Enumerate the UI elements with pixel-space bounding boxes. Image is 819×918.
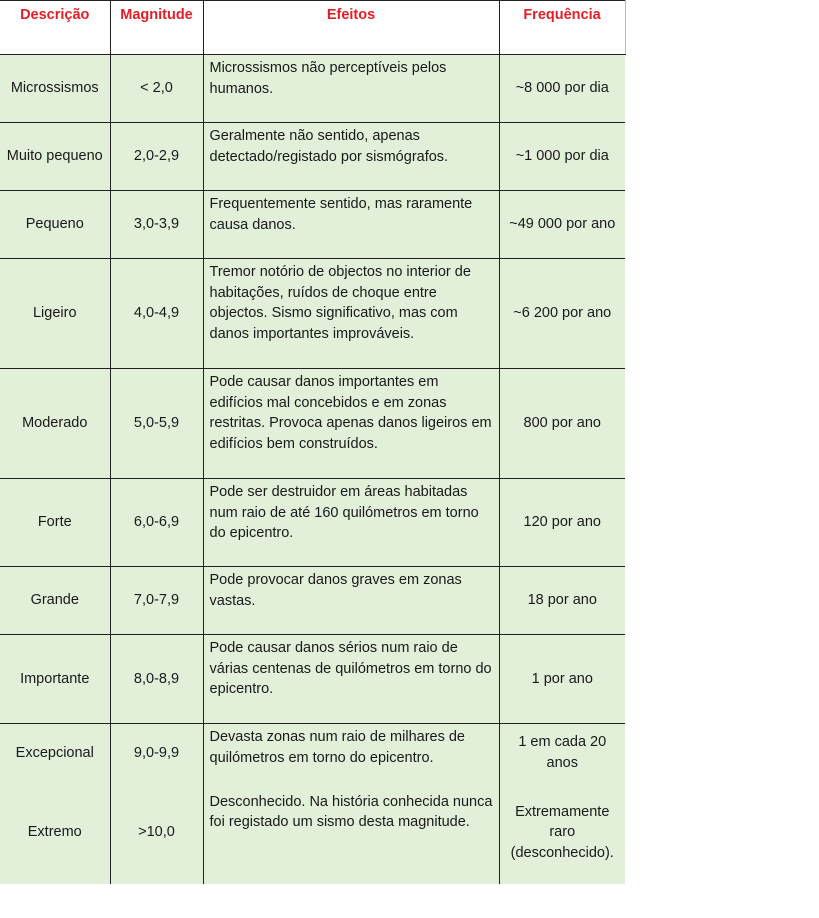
table-row	[0, 479, 625, 567]
cell-frequencia: ~49 000 por ano	[499, 191, 625, 259]
cell-magnitude: 7,0-7,9	[110, 567, 203, 635]
cell-magnitude: 4,0-4,9	[110, 259, 203, 369]
cell-descricao: Microssismos	[0, 55, 110, 123]
table-row	[0, 635, 625, 724]
cell-descricao: Grande	[0, 567, 110, 635]
cell-frequencia: 120 por ano	[499, 479, 625, 567]
cell-efeitos: Pode causar danos importantes em edifícios mal concebidos e em zonas restritas. Provoca apenas danos ligeiros em edifícios bem construídos.	[203, 369, 499, 479]
cell-descricao: Importante	[0, 635, 110, 724]
cell-descricao: Excepcional	[0, 724, 110, 782]
cell-efeitos: Pode causar danos sérios num raio de várias centenas de quilómetros em torno do epicentro.	[203, 635, 499, 724]
table-row	[0, 724, 625, 782]
cell-frequencia: ~1 000 por dia	[499, 123, 625, 191]
cell-descricao: Ligeiro	[0, 259, 110, 369]
table-row	[0, 567, 625, 635]
cell-frequencia: 18 por ano	[499, 567, 625, 635]
header-frequencia: Frequência	[499, 1, 625, 55]
cell-frequencia: Extremamente raro (desconhecido).	[499, 782, 625, 884]
table-row	[0, 782, 625, 884]
cell-descricao: Extremo	[0, 782, 110, 884]
header-row	[0, 1, 625, 55]
cell-efeitos: Geralmente não sentido, apenas detectado/registado por sismógrafos.	[203, 123, 499, 191]
cell-frequencia: 1 em cada 20 anos	[499, 724, 625, 782]
cell-frequencia: 800 por ano	[499, 369, 625, 479]
cell-efeitos: Pode provocar danos graves em zonas vastas.	[203, 567, 499, 635]
cell-magnitude: 9,0-9,9	[110, 724, 203, 782]
cell-magnitude: 5,0-5,9	[110, 369, 203, 479]
cell-magnitude: 3,0-3,9	[110, 191, 203, 259]
cell-descricao: Pequeno	[0, 191, 110, 259]
cell-magnitude: >10,0	[110, 782, 203, 884]
table-row	[0, 55, 625, 123]
cell-magnitude: 6,0-6,9	[110, 479, 203, 567]
cell-magnitude: 8,0-8,9	[110, 635, 203, 724]
cell-efeitos: Microssismos não perceptíveis pelos humanos.	[203, 55, 499, 123]
header-efeitos: Efeitos	[203, 1, 499, 55]
cell-descricao: Forte	[0, 479, 110, 567]
cell-frequencia: 1 por ano	[499, 635, 625, 724]
header-magnitude: Magnitude	[110, 1, 203, 55]
cell-efeitos: Tremor notório de objectos no interior de habitações, ruídos de choque entre objectos. Sismo significativo, mas com danos importantes improváveis.	[203, 259, 499, 369]
cell-efeitos: Devasta zonas num raio de milhares de quilómetros em torno do epicentro.	[203, 724, 499, 782]
table-row	[0, 191, 625, 259]
table-row	[0, 259, 625, 369]
cell-magnitude: < 2,0	[110, 55, 203, 123]
cell-descricao: Muito pequeno	[0, 123, 110, 191]
cell-efeitos: Frequentemente sentido, mas raramente causa danos.	[203, 191, 499, 259]
cell-magnitude: 2,0-2,9	[110, 123, 203, 191]
cell-frequencia: ~8 000 por dia	[499, 55, 625, 123]
cell-efeitos: Pode ser destruidor em áreas habitadas num raio de até 160 quilómetros em torno do epicentro.	[203, 479, 499, 567]
table-row	[0, 369, 625, 479]
table-row	[0, 123, 625, 191]
header-descricao: Descrição	[0, 1, 110, 55]
cell-frequencia: ~6 200 por ano	[499, 259, 625, 369]
cell-descricao: Moderado	[0, 369, 110, 479]
cell-efeitos: Desconhecido. Na história conhecida nunca foi registado um sismo desta magnitude.	[203, 782, 499, 884]
